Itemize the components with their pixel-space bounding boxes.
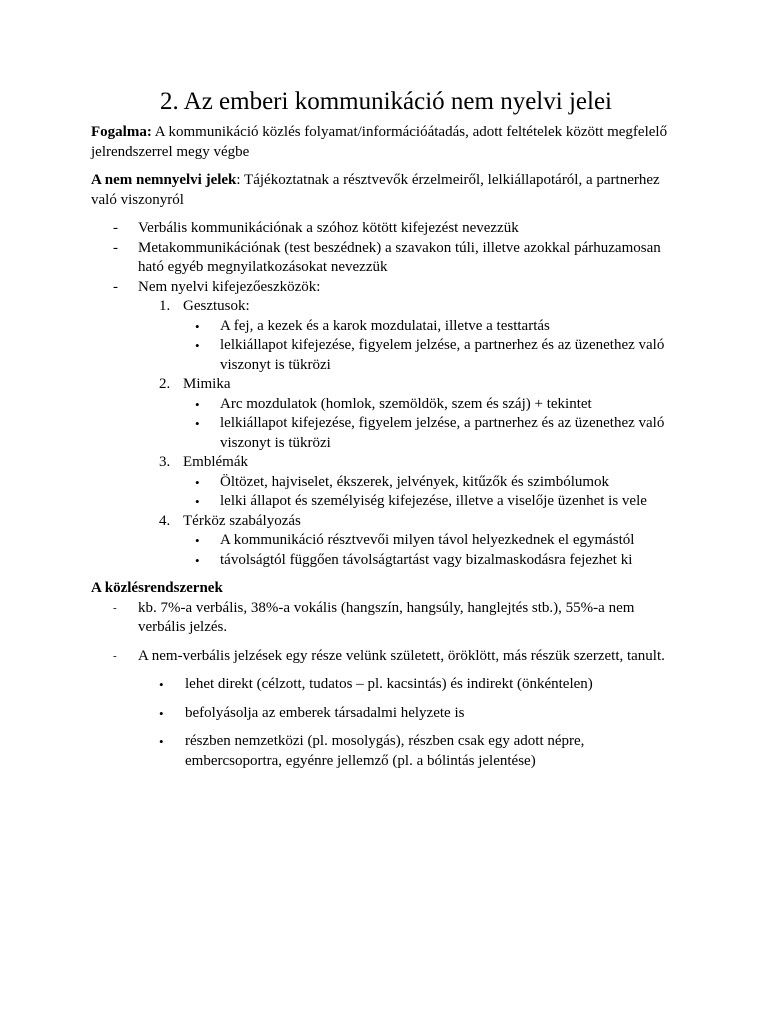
number-marker: 3. bbox=[159, 454, 171, 470]
list-item bbox=[91, 675, 681, 695]
section-heading-text: A közlésrendszernek bbox=[91, 580, 223, 596]
dash-marker: - bbox=[113, 239, 118, 256]
dash-marker: - bbox=[113, 278, 118, 295]
list-item-text: lelki állapot és személyiség kifejezése, illetve a viselője üzenhet is vele bbox=[220, 493, 647, 509]
bullet-marker: • bbox=[195, 396, 200, 412]
number-marker: 1. bbox=[159, 298, 171, 314]
list-item bbox=[91, 599, 681, 638]
nonverbal-intro-label: A nem nemnyelvi jelek bbox=[91, 172, 237, 188]
dash-marker: - bbox=[113, 649, 117, 662]
numbered-item-mimika bbox=[91, 375, 681, 453]
document-content bbox=[91, 87, 681, 780]
numbered-item-label: Mimika bbox=[183, 376, 231, 392]
numbered-list bbox=[91, 297, 681, 570]
list-item-text: A nem-verbális jelzések egy része velünk született, öröklött, más részük szerzett, tanult. bbox=[138, 647, 665, 664]
definition-label: Fogalma: bbox=[91, 124, 152, 140]
list-item bbox=[91, 704, 681, 724]
nonverbal-intro-paragraph bbox=[91, 171, 681, 210]
bullet-marker: • bbox=[195, 338, 200, 353]
list-item bbox=[91, 239, 681, 278]
list-item bbox=[183, 531, 681, 551]
nonverbal-intro-text: : Tájékoztatnak a résztvevők érzelmeiről, lelkiállapotáról, a partnerhez való viszonyról bbox=[91, 172, 660, 208]
list-item-text: A fej, a kezek és a karok mozdulatai, illetve a testtartás bbox=[220, 317, 550, 334]
list-item bbox=[91, 278, 681, 298]
list-item bbox=[183, 395, 681, 415]
bullet-marker: • bbox=[159, 677, 164, 692]
numbered-item-emblemak bbox=[91, 453, 681, 512]
numbered-item-label: Térköz szabályozás bbox=[183, 512, 301, 529]
numbered-item-label: Gesztusok: bbox=[183, 298, 250, 314]
dash-list bbox=[91, 219, 681, 297]
bullet-marker: • bbox=[159, 705, 164, 721]
bullet-marker: • bbox=[195, 474, 200, 490]
list-item bbox=[91, 732, 681, 771]
page-title: 2. Az emberi kommunikáció nem nyelvi jelei bbox=[160, 88, 612, 115]
dash-marker: - bbox=[113, 601, 117, 614]
bullet-marker: • bbox=[195, 494, 200, 509]
list-item bbox=[91, 647, 681, 667]
number-marker: 4. bbox=[159, 512, 171, 529]
list-item bbox=[183, 336, 681, 375]
list-item-text: Verbális kommunikációnak a szóhoz kötött kifejezést nevezzük bbox=[138, 220, 519, 236]
bullet-marker: • bbox=[195, 318, 200, 334]
section-heading bbox=[91, 579, 681, 599]
numbered-item-terkoz bbox=[91, 512, 681, 571]
list-item bbox=[183, 317, 681, 337]
number-marker: 2. bbox=[159, 376, 171, 392]
section-bullet-list bbox=[91, 675, 681, 771]
list-item-text: Öltözet, hajviselet, ékszerek, jelvények, kitűzők és szimbólumok bbox=[220, 473, 610, 490]
bullet-list bbox=[183, 531, 681, 570]
list-item-text: távolságtól függően távolságtartást vagy bizalmaskodásra fejezhet ki bbox=[220, 551, 633, 568]
list-item-text: Nem nyelvi kifejezőeszközök: bbox=[138, 278, 321, 295]
bullet-marker: • bbox=[195, 416, 200, 431]
numbered-item-label: Emblémák bbox=[183, 454, 248, 470]
list-item-text: Arc mozdulatok (homlok, szemöldök, szem és száj) + tekintet bbox=[220, 395, 592, 412]
bullet-marker: • bbox=[159, 734, 164, 749]
list-item-text: Metakommunikációnak (test beszédnek) a szavakon túli, illetve azokkal párhuzamosan ható egyéb megnyilatkozásokat nevezzük bbox=[138, 239, 661, 275]
numbered-item-gesztusok bbox=[91, 297, 681, 375]
bullet-list bbox=[183, 473, 681, 512]
list-item bbox=[91, 219, 681, 239]
list-item-text: A kommunikáció résztvevői milyen távol helyezkednek el egymástól bbox=[220, 532, 635, 548]
list-item-text: lelkiállapot kifejezése, figyelem jelzése, a partnerhez és az üzenethez való viszonyt is tükrözi bbox=[220, 337, 665, 373]
list-item-text: kb. 7%-a verbális, 38%-a vokális (hangszín, hangsúly, hanglejtés stb.), 55%-a nem verbális jelzés. bbox=[138, 599, 635, 635]
list-item-text: lelkiállapot kifejezése, figyelem jelzése, a partnerhez és az üzenethez való viszonyt is tükrözi bbox=[220, 415, 665, 451]
list-item-text: befolyásolja az emberek társadalmi helyzete is bbox=[185, 704, 465, 721]
list-item-text: részben nemzetközi (pl. mosolygás), részben csak egy adott népre, embercsoportra, egyénre jellemző (pl. a bólintás jelentése) bbox=[185, 733, 585, 769]
definition-paragraph bbox=[91, 123, 681, 162]
list-item-text: lehet direkt (célzott, tudatos – pl. kacsintás) és indirekt (önkéntelen) bbox=[185, 676, 593, 692]
bullet-marker: • bbox=[195, 533, 200, 548]
bullet-list bbox=[183, 317, 681, 376]
section-dash-list bbox=[91, 599, 681, 667]
list-item bbox=[183, 551, 681, 571]
bullet-list bbox=[183, 395, 681, 454]
list-item bbox=[183, 492, 681, 512]
dash-marker: - bbox=[113, 220, 118, 236]
list-item bbox=[183, 414, 681, 453]
bullet-marker: • bbox=[195, 552, 200, 568]
list-item bbox=[183, 473, 681, 493]
definition-text: A kommunikáció közlés folyamat/információátadás, adott feltételek között megfelelő jelrendszerrel megy végbe bbox=[91, 124, 668, 160]
